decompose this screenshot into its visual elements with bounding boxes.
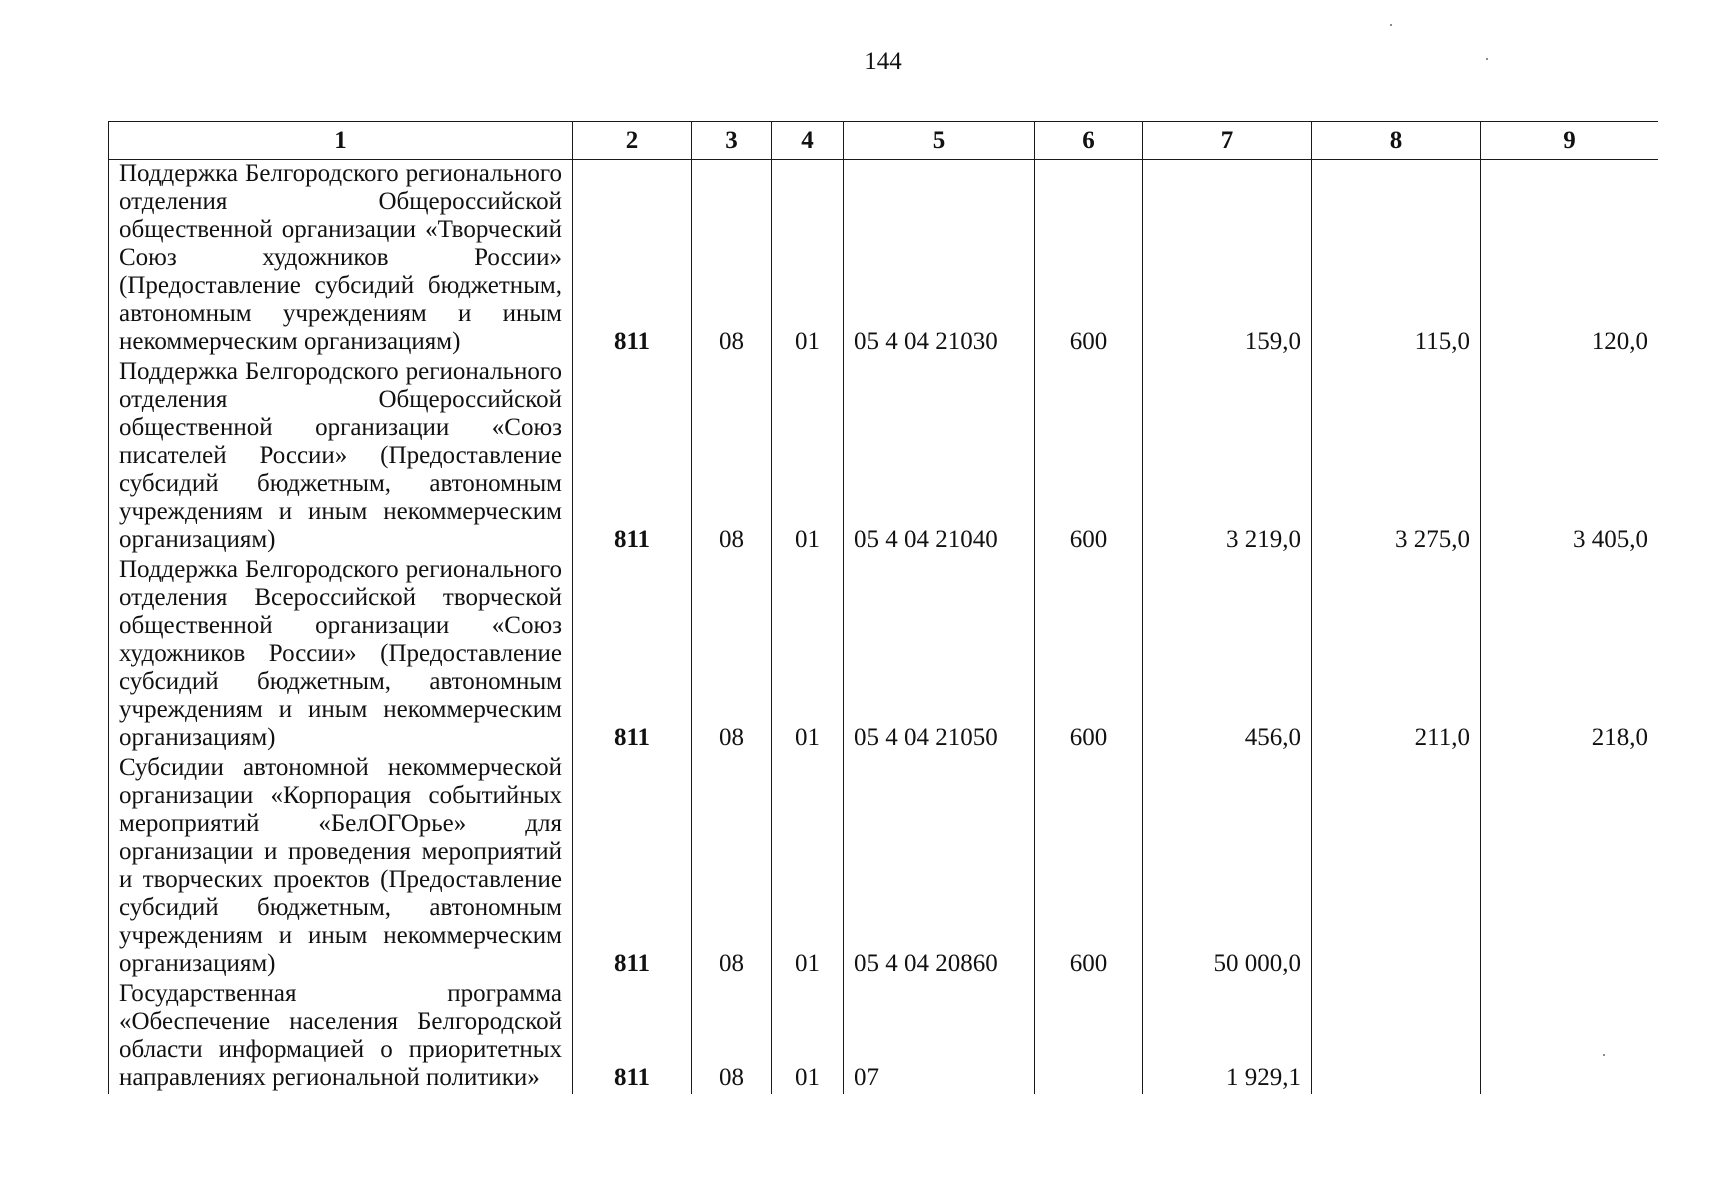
- row-amount-col8: 3 275,0: [1312, 358, 1481, 556]
- row-subsection: 01: [772, 358, 844, 556]
- header-col-9: 9: [1481, 122, 1659, 160]
- page-number: 144: [864, 48, 902, 75]
- table-row: [109, 358, 1659, 556]
- row-amount-col7: 50 000,0: [1143, 754, 1312, 980]
- row-subsection: 01: [772, 754, 844, 980]
- budget-table: [108, 121, 1658, 1094]
- row-expense-type: 600: [1035, 754, 1143, 980]
- row-amount-col9: 120,0: [1481, 160, 1659, 359]
- table-row: [109, 980, 1659, 1094]
- header-col-1: 1: [109, 122, 573, 160]
- scan-speck: [1390, 24, 1392, 26]
- row-amount-col7: 1 929,1: [1143, 980, 1312, 1094]
- row-amount-col9: [1481, 754, 1659, 980]
- row-amount-col8: [1312, 980, 1481, 1094]
- row-amount-col9: 3 405,0: [1481, 358, 1659, 556]
- table-row: [109, 556, 1659, 754]
- row-expense-type: 600: [1035, 160, 1143, 359]
- row-section: 08: [692, 160, 772, 359]
- row-gr-code: 811: [573, 556, 692, 754]
- row-target-code: 05 4 04 21040: [844, 358, 1035, 556]
- row-gr-code: 811: [573, 160, 692, 359]
- row-name: Поддержка Белгородского регионального отделения Общероссийской общественной организации «Творческий Союз художников России» (Предоставление субсидий бюджетным, автономным учреждениям и иным некоммерческим организациям): [109, 160, 573, 359]
- row-subsection: 01: [772, 160, 844, 359]
- header-col-2: 2: [573, 122, 692, 160]
- row-name: Государственная программа «Обеспечение населения Белгородской области информацией о приоритетных направлениях региональной политики»: [109, 980, 573, 1094]
- row-name: Поддержка Белгородского регионального отделения Всероссийской творческой общественной организации «Союз художников России» (Предоставление субсидий бюджетным, автономным учреждениям и иным некоммерческим организациям): [109, 556, 573, 754]
- row-amount-col7: 3 219,0: [1143, 358, 1312, 556]
- row-amount-col8: 211,0: [1312, 556, 1481, 754]
- row-amount-col7: 456,0: [1143, 556, 1312, 754]
- header-col-8: 8: [1312, 122, 1481, 160]
- row-target-code: 07: [844, 980, 1035, 1094]
- row-section: 08: [692, 980, 772, 1094]
- row-target-code: 05 4 04 20860: [844, 754, 1035, 980]
- header-row: [109, 122, 1659, 160]
- row-gr-code: 811: [573, 754, 692, 980]
- header-col-4: 4: [772, 122, 844, 160]
- row-section: 08: [692, 358, 772, 556]
- header-col-5: 5: [844, 122, 1035, 160]
- row-expense-type: 600: [1035, 358, 1143, 556]
- row-name: Поддержка Белгородского регионального отделения Общероссийской общественной организации «Союз писателей России» (Предоставление субсидий бюджетным, автономным учреждениям и иным некоммерческим организациям): [109, 358, 573, 556]
- header-col-3: 3: [692, 122, 772, 160]
- header-col-7: 7: [1143, 122, 1312, 160]
- row-amount-col9: [1481, 980, 1659, 1094]
- row-gr-code: 811: [573, 980, 692, 1094]
- row-amount-col8: [1312, 754, 1481, 980]
- row-amount-col9: 218,0: [1481, 556, 1659, 754]
- table-row: [109, 754, 1659, 980]
- row-name: Субсидии автономной некоммерческой организации «Корпорация событийных мероприятий «БелОГОрье» для организации и проведения мероприятий и творческих проектов (Предоставление субсидий бюджетным, автономным учреждениям и иным некоммерческим организациям): [109, 754, 573, 980]
- row-target-code: 05 4 04 21030: [844, 160, 1035, 359]
- row-expense-type: [1035, 980, 1143, 1094]
- row-expense-type: 600: [1035, 556, 1143, 754]
- scan-speck: [1486, 58, 1488, 60]
- row-section: 08: [692, 556, 772, 754]
- row-amount-col8: 115,0: [1312, 160, 1481, 359]
- row-subsection: 01: [772, 556, 844, 754]
- budget-table-sheet: [108, 121, 1658, 1129]
- header-col-6: 6: [1035, 122, 1143, 160]
- row-gr-code: 811: [573, 358, 692, 556]
- row-target-code: 05 4 04 21050: [844, 556, 1035, 754]
- row-amount-col7: 159,0: [1143, 160, 1312, 359]
- row-subsection: 01: [772, 980, 844, 1094]
- row-section: 08: [692, 754, 772, 980]
- table-row: [109, 160, 1659, 359]
